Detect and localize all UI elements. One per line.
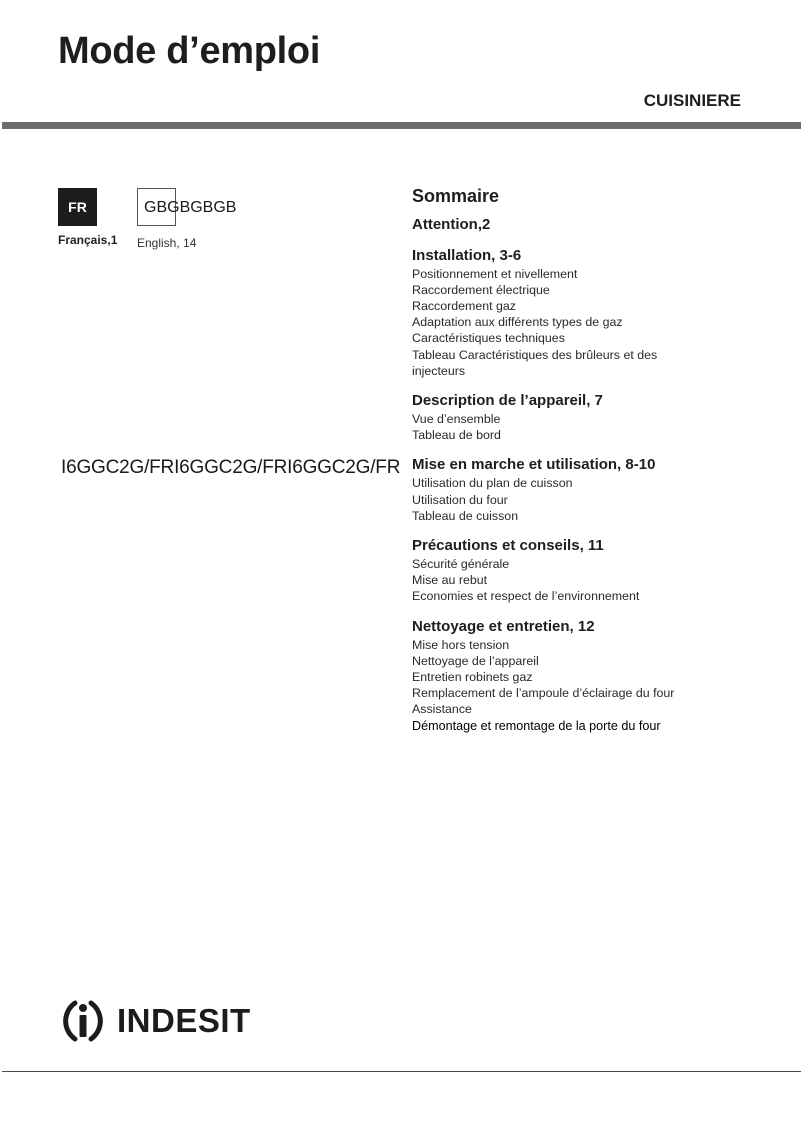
toc-item: Caractéristiques techniques (412, 331, 565, 346)
toc-item: Remplacement de l’ampoule d’éclairage du four (412, 686, 675, 701)
toc-item: Utilisation du four (412, 492, 508, 507)
toc-section-title: Attention,2 (412, 215, 491, 233)
toc-heading: Sommaire (412, 186, 500, 206)
toc-item: Démontage et remontage de la porte du four (412, 718, 661, 733)
indesit-logo-icon (57, 995, 109, 1047)
toc-item: Tableau de cuisson (412, 508, 519, 523)
toc-item: Tableau de bord (412, 428, 501, 443)
table-of-contents (412, 186, 792, 747)
toc-section-attention (412, 216, 792, 234)
toc-item: Utilisation du plan de cuisson (412, 476, 573, 491)
language-code-en: GBGBGBGB (144, 199, 237, 216)
toc-item: Mise au rebut (412, 573, 488, 588)
toc-section-description (412, 392, 792, 443)
toc-section-installation (412, 247, 792, 379)
toc-section-title: Installation, 3-6 (412, 246, 522, 264)
toc-item: injecteurs (412, 363, 466, 378)
toc-section-usage (412, 456, 792, 524)
toc-section-title: Nettoyage et entretien, 12 (412, 617, 595, 635)
toc-item: Positionnement et nivellement (412, 266, 578, 281)
toc-section-precautions (412, 537, 792, 605)
product-category: CUISINIERE (643, 91, 741, 110)
toc-section-maintenance (412, 618, 792, 734)
toc-section-title: Mise en marche et utilisation, 8-10 (412, 456, 656, 474)
language-label-en: English, 14 (137, 236, 197, 250)
header-divider (2, 122, 801, 129)
toc-section-title: Précautions et conseils, 11 (412, 537, 604, 555)
toc-section-title: Description de l’appareil, 7 (412, 392, 603, 410)
toc-item: Raccordement gaz (412, 299, 516, 313)
page-title: Mode d’emploi (58, 30, 321, 72)
toc-item: Adaptation aux différents types de gaz (412, 315, 623, 330)
toc-item: Tableau Caractéristiques des brûleurs et des (412, 347, 658, 362)
brand-logo (57, 994, 251, 1048)
toc-item: Sécurité générale (412, 557, 510, 572)
toc-item: Economies et respect de l’environnement (412, 589, 640, 604)
toc-item: Nettoyage de l’appareil (412, 653, 539, 668)
toc-item: Mise hors tension (412, 637, 510, 652)
toc-item: Raccordement électrique (412, 282, 550, 297)
toc-item: Vue d’ensemble (412, 412, 501, 427)
toc-item: Assistance (412, 702, 472, 717)
language-badge-fr: FR (58, 188, 97, 226)
model-number: I6GGC2G/FRI6GGC2G/FRI6GGC2G/FR (61, 457, 401, 478)
footer-divider (2, 1071, 801, 1072)
toc-item: Entretien robinets gaz (412, 670, 533, 685)
brand-name: INDESIT (117, 1002, 251, 1039)
language-label-fr: Français,1 (58, 233, 118, 247)
